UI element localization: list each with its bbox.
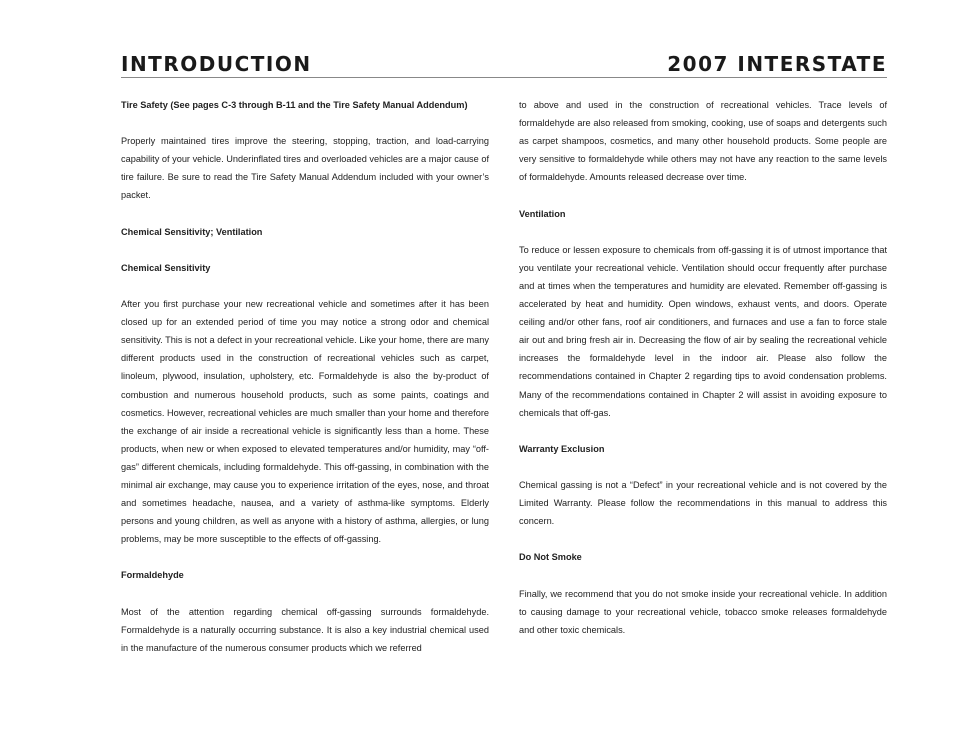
formaldehyde-continued-paragraph: to above and used in the construction of recreational vehicles. Trace levels of formaldehyde are also released from smoking, cooking, use of soaps and detergents such as carpet shampoos, cosmetics, and many other household products. Some people are very sensitive to formaldehyde while others may not have any reaction to the same levels of formaldehyde. Amounts released decrease over time.: [519, 100, 887, 183]
chemical-sensitivity-paragraph: After you first purchase your new recreational vehicle and sometimes after it has been closed up for an extended period of time you may notice a strong odor and chemical sensitivity. This is not a defect in your recreational vehicle. Like your home, there are many different products used in the construction of recreational vehicles such as carpet, linoleum, plywood, insulation, upholstery, etc. Formaldehyde is also the by-product of combustion and numerous household products, such as some paints, coatings and cosmetics. However, recreational vehicles are much smaller than your home and therefore the exchange of air inside a recreational vehicle is significantly less than a home. These products, when new or when exposed to elevated temperatures and/or humidity, may “off-gas” different chemicals, including formaldehyde. This off-gassing, in combination with the minimal air exchange, may cause you to experience irritation of the eyes, nose, and throat and sometimes headache, nausea, and a variety of asthma-like symptoms. Elderly persons and young children, as well as anyone with a history of asthma, allergies, or lung problems, may be more susceptible to the effects of off-gassing.: [121, 299, 489, 545]
tire-heading-close: ): [464, 100, 468, 110]
tire-heading-bold: Tire Safety (See pages C-3 through B-11 and the: [121, 100, 331, 110]
warranty-exclusion-paragraph: Chemical gassing is not a “Defect” in your recreational vehicle and is not covered by the Limited Warranty. Please follow the recommendations in this manual to address this concern.: [519, 479, 887, 527]
do-not-smoke-heading: Do Not Smoke: [519, 552, 582, 563]
right-column: [519, 96, 887, 657]
page-header: [121, 50, 887, 80]
chemical-ventilation-heading: Chemical Sensitivity; Ventilation: [121, 226, 263, 237]
ventilation-heading: Ventilation: [519, 208, 566, 219]
header-rule: [121, 77, 887, 78]
formaldehyde-heading: Formaldehyde: [121, 570, 184, 581]
tire-safety-heading: [121, 96, 489, 114]
chemical-sensitivity-heading: Chemical Sensitivity: [121, 262, 211, 273]
ventilation-paragraph: To reduce or lessen exposure to chemicals from off-gassing it is of utmost importance that you ventilate your recreational vehicle. Ventilation should occur frequently after purchase and at times when the temperatures and humidity are elevated. Remember off-gassing is accelerated by heat and humidity. Open windows, exhaust vents, and doors. Operate ceiling and/or other fans, roof air conditioners, and furnaces and use a fan to force stale air out and bring fresh air in. Decreasing the flow of air by sealing the recreational vehicle increases the formaldehyde level in the indoor air. Please also follow the recommendations contained in Chapter 2 regarding tips to avoid condensation problems. Many of the recommendations contained in Chapter 2 will assist in avoiding exposure to chemicals that off-gas.: [519, 244, 887, 418]
tire-safety-paragraph: Properly maintained tires improve the steering, stopping, traction, and load-carrying capability of your vehicle. Underinflated tires and overloaded vehicles are a major cause of tire failure. Be sure to read the Tire Safety Manual Addendum included with your owner’s packet.: [121, 136, 489, 201]
section-title: INTRODUCTION: [121, 52, 312, 76]
formaldehyde-paragraph: Most of the attention regarding chemical off-gassing surrounds formaldehyde. Formaldehyde is a naturally occurring substance. It is also a key industrial chemical used in the manufacture of the numerous consumer products which we referred: [121, 606, 489, 653]
left-column: [121, 96, 489, 675]
do-not-smoke-paragraph: Finally, we recommend that you do not smoke inside your recreational vehicle. In addition to causing damage to your recreational vehicle, tobacco smoke releases formaldehyde and other toxic chemicals.: [519, 588, 887, 635]
manual-title: 2007 INTERSTATE: [667, 52, 887, 76]
warranty-exclusion-heading: Warranty Exclusion: [519, 443, 605, 454]
tire-heading-addendum: Tire Safety Manual Addendum: [333, 100, 465, 110]
